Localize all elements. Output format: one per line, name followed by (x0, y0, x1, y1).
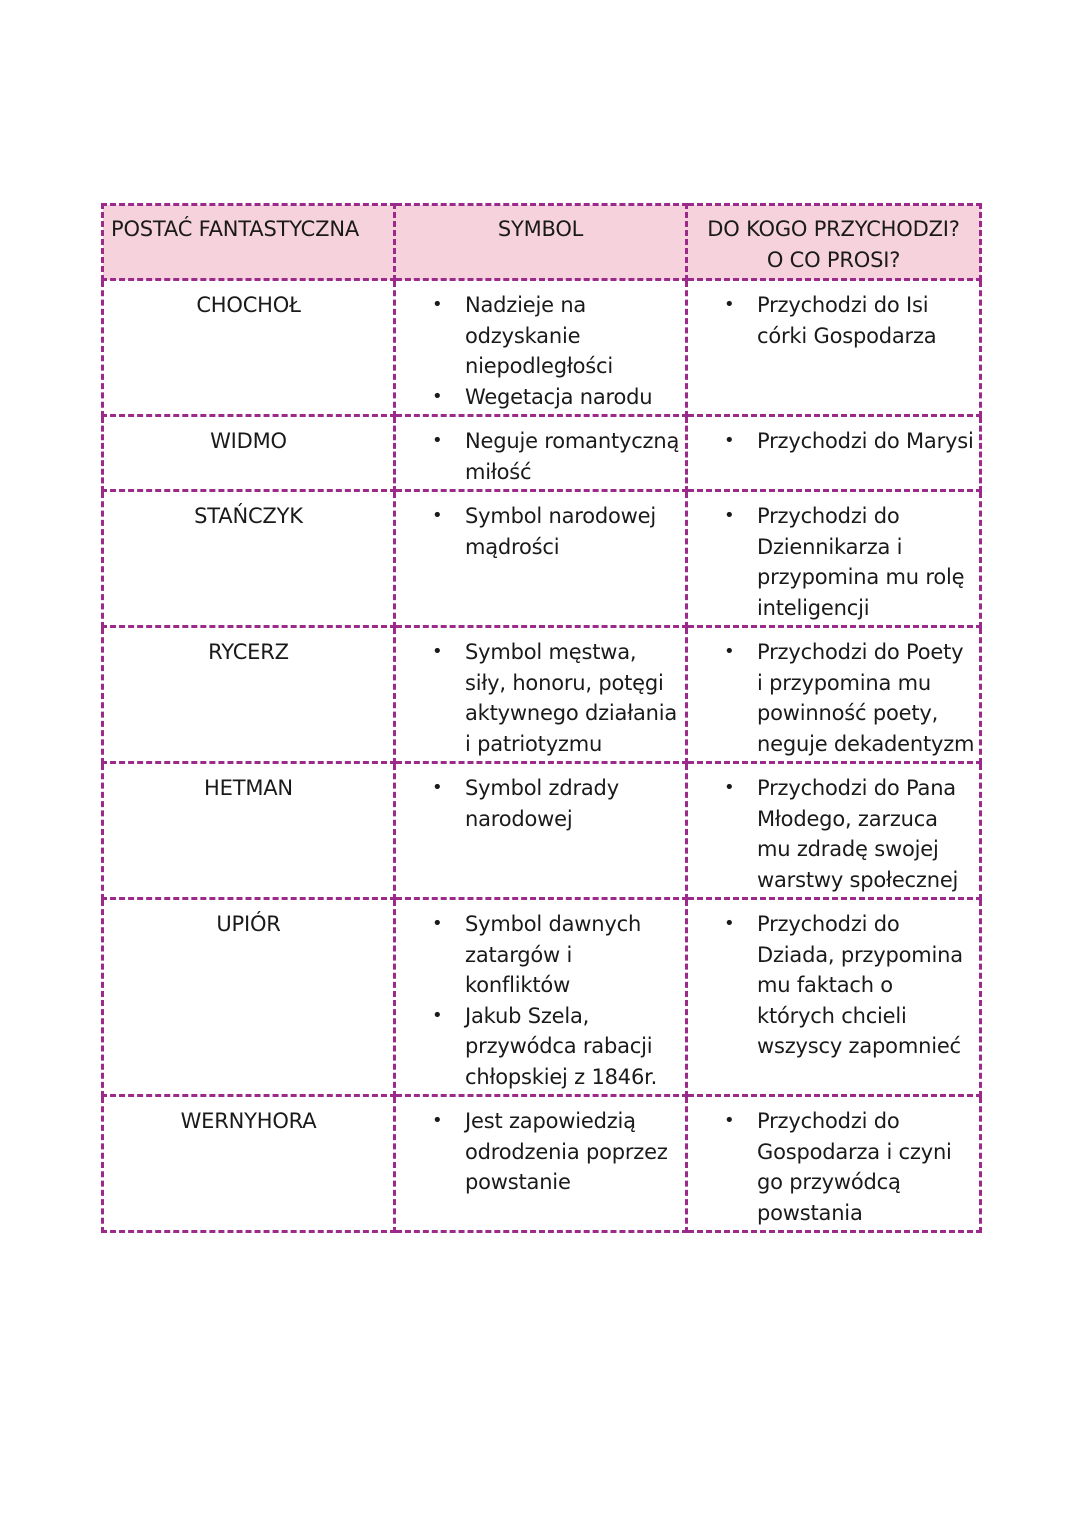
symbol-cell (395, 899, 687, 1096)
character-name: WERNYHORA (103, 1096, 395, 1232)
visit-cell (687, 491, 981, 627)
header-character: POSTAĆ FANTASTYCZNA (103, 205, 395, 280)
visit-item: • Przychodzi do Poety i przypomina mu powinność poety, neguje dekadentyzm (757, 637, 975, 759)
table-row (103, 280, 981, 416)
symbol-item: • Jakub Szela, przywódca rabacji chłopskiej z 1846r. (465, 1001, 681, 1093)
characters-table (101, 203, 982, 1233)
visit-cell (687, 899, 981, 1096)
symbol-item: • Symbol męstwa, siły, honoru, potęgi aktywnego działania i patriotyzmu (465, 637, 681, 759)
character-name: RYCERZ (103, 627, 395, 763)
header-row (103, 205, 981, 280)
symbol-cell (395, 1096, 687, 1232)
symbol-item: • Nadzieje na odzyskanie niepodległości (465, 290, 681, 382)
header-visit (687, 205, 981, 280)
visit-cell (687, 627, 981, 763)
symbol-cell (395, 416, 687, 491)
symbol-item: • Symbol dawnych zatargów i konfliktów (465, 909, 681, 1001)
visit-item: • Przychodzi do Gospodarza i czyni go przywódcą powstania (757, 1106, 975, 1228)
symbol-item: • Jest zapowiedzią odrodzenia poprzez powstanie (465, 1106, 681, 1198)
visit-item: • Przychodzi do Marysi (757, 426, 975, 457)
table-row (103, 1096, 981, 1232)
visit-item: • Przychodzi do Isi córki Gospodarza (757, 290, 975, 351)
visit-item: • Przychodzi do Dziennikarza i przypomina mu rolę inteligencji (757, 501, 975, 623)
character-name: CHOCHOŁ (103, 280, 395, 416)
table-row (103, 899, 981, 1096)
character-name: WIDMO (103, 416, 395, 491)
table-header (103, 205, 981, 280)
header-visit-line2: O CO PROSI? (766, 247, 901, 272)
visit-cell (687, 280, 981, 416)
symbol-item: • Symbol zdrady narodowej (465, 773, 681, 834)
character-name: STAŃCZYK (103, 491, 395, 627)
header-visit-line1: DO KOGO PRZYCHODZI? (707, 217, 960, 241)
symbol-item: • Neguje romantyczną miłość (465, 426, 681, 487)
table-row (103, 416, 981, 491)
symbol-item: • Symbol narodowej mądrości (465, 501, 681, 562)
symbol-item: • Wegetacja narodu (465, 382, 681, 413)
symbol-cell (395, 280, 687, 416)
visit-cell (687, 416, 981, 491)
character-name: UPIÓR (103, 899, 395, 1096)
symbol-cell (395, 763, 687, 899)
table-row (103, 627, 981, 763)
symbol-cell (395, 491, 687, 627)
visit-item: • Przychodzi do Pana Młodego, zarzuca mu zdradę swojej warstwy społecznej (757, 773, 975, 895)
table-row (103, 763, 981, 899)
visit-cell (687, 763, 981, 899)
visit-cell (687, 1096, 981, 1232)
character-name: HETMAN (103, 763, 395, 899)
visit-item: • Przychodzi do Dziada, przypomina mu faktach o których chcieli wszyscy zapomnieć (757, 909, 975, 1062)
header-symbol: SYMBOL (395, 205, 687, 280)
table-row (103, 491, 981, 627)
symbol-cell (395, 627, 687, 763)
